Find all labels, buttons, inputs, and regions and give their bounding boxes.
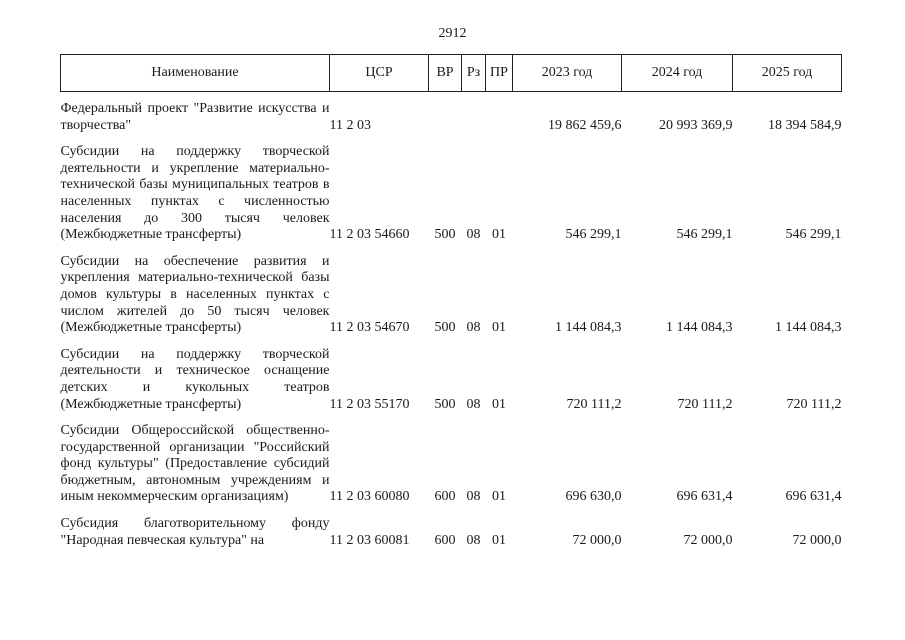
row-vr: 500 [434, 396, 456, 412]
row-rz: 08 [466, 396, 481, 412]
row-2025: 720 111,2 [786, 396, 842, 412]
row-name: Федеральный проект "Развитие искусства и творчества" [60, 101, 330, 133]
row-2024: 546 299,1 [676, 227, 733, 243]
row-rz [462, 92, 486, 135]
table-row [61, 423, 842, 506]
row-rz: 08 [466, 489, 481, 505]
header-rz: Рз [462, 55, 486, 92]
table-row [61, 254, 842, 337]
row-pr: 01 [492, 227, 506, 243]
header-vr: ВР [429, 55, 462, 92]
table-row [61, 144, 842, 244]
row-2023: 19 862 459,6 [548, 117, 622, 133]
row-pr: 01 [492, 489, 506, 505]
header-name: Наименование [61, 55, 330, 92]
row-pr: 01 [492, 532, 506, 548]
table-row [61, 347, 842, 413]
table-header-row [61, 55, 842, 92]
row-2023: 720 111,2 [566, 396, 622, 412]
row-2023: 696 630,0 [565, 489, 622, 505]
row-2025: 72 000,0 [792, 532, 842, 548]
row-2025: 696 631,4 [785, 489, 842, 505]
row-pr: 01 [492, 396, 506, 412]
row-rz: 08 [466, 320, 481, 336]
budget-table [60, 54, 842, 549]
row-pr: 01 [492, 320, 506, 336]
row-2024: 72 000,0 [683, 532, 733, 548]
row-pr [486, 92, 513, 135]
row-name: Субсидии на поддержку творческой деятельности и укрепление материально-технической базы муниципальных театров в населенных пунктах с численностью населения до 300 тысяч человек (Межбюджетные трансферты) [60, 144, 330, 243]
row-2024: 696 631,4 [676, 489, 733, 505]
row-2023: 1 144 084,3 [555, 320, 622, 336]
row-2023: 72 000,0 [572, 532, 622, 548]
row-name: Субсидии Общероссийской общественно-государственной организации "Российский фонд культуры" (Предоставление субсидий бюджетным, автономным учреждениям и иным некоммерческим организациям) [60, 423, 330, 505]
row-name: Субсидия благотворительному фонду "Народная певческая культура" на [60, 516, 330, 548]
row-name: Субсидии на поддержку творческой деятельности и техническое оснащение детских и кукольных театров (Межбюджетные трансферты) [60, 346, 330, 412]
row-2025: 18 394 584,9 [768, 117, 842, 133]
row-vr: 500 [434, 227, 456, 243]
row-vr: 500 [434, 320, 456, 336]
row-2024: 1 144 084,3 [666, 320, 733, 336]
row-2024: 720 111,2 [677, 396, 733, 412]
header-2024: 2024 год [622, 55, 733, 92]
table-row [61, 92, 842, 135]
row-rz: 08 [466, 227, 481, 243]
row-csr: 11 2 03 55170 [329, 396, 410, 412]
row-2025: 546 299,1 [785, 227, 842, 243]
row-vr [429, 92, 462, 135]
row-csr: 11 2 03 60081 [329, 532, 410, 548]
header-pr: ПР [486, 55, 513, 92]
row-vr: 600 [434, 532, 456, 548]
row-2024: 20 993 369,9 [659, 117, 733, 133]
row-2023: 546 299,1 [565, 227, 622, 243]
row-csr: 11 2 03 [329, 117, 371, 133]
row-csr: 11 2 03 60080 [329, 489, 410, 505]
row-2025: 1 144 084,3 [775, 320, 842, 336]
row-name: Субсидии на обеспечение развития и укрепления материально-технической базы домов культуры в населенных пунктах с числом жителей до 50 тысяч человек (Межбюджетные трансферты) [60, 253, 330, 336]
header-2023: 2023 год [513, 55, 622, 92]
row-vr: 600 [434, 489, 456, 505]
page-number: 2912 [438, 26, 467, 41]
row-rz: 08 [466, 532, 481, 548]
header-2025: 2025 год [733, 55, 842, 92]
table-row [61, 516, 842, 549]
row-csr: 11 2 03 54660 [329, 227, 410, 243]
row-csr: 11 2 03 54670 [329, 320, 410, 336]
header-csr: ЦСР [330, 55, 429, 92]
